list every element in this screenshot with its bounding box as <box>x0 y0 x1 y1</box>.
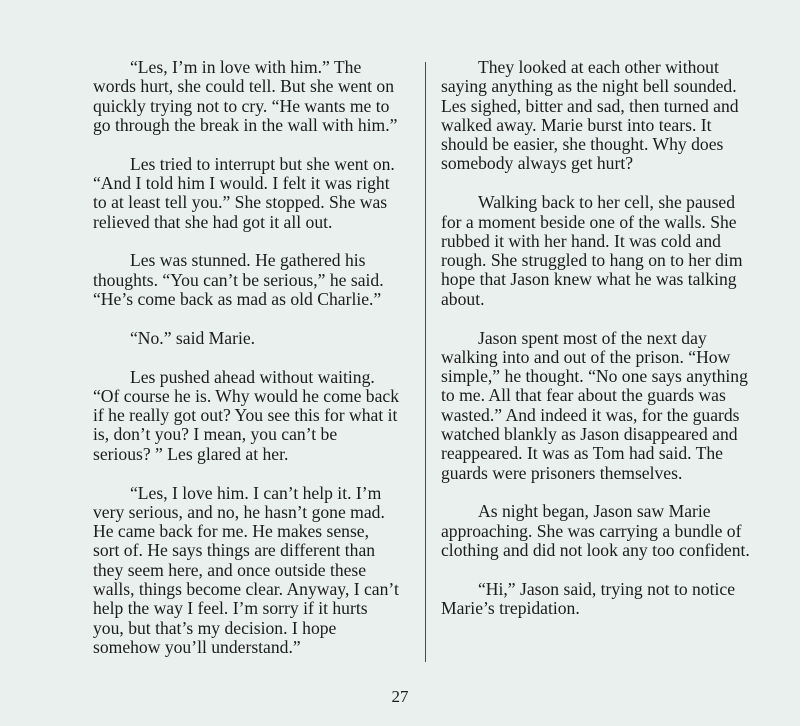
column-divider <box>425 62 426 662</box>
paragraph: Les was stunned. He gathered his thoughts. “You can’t be serious,” he said. “He’s come back as mad as old Charlie.” <box>93 250 384 309</box>
paragraph: “No.” said Marie. <box>130 327 256 348</box>
paragraph: “Les, I’m in love with him.” The words hurt, she could tell. But she went on quickly trying not to cry. “He wants me to go through the break in the wall with him.” <box>93 57 398 135</box>
paragraph: Walking back to her cell, she paused for a moment beside one of the walls. She rubbed it with her hand. It was cold and rough. She struggled to hang on to her dim hope that Jason knew what he was talking about. <box>441 192 743 309</box>
paragraph: “Hi,” Jason said, trying not to notice Marie’s trepidation. <box>441 578 736 619</box>
paragraph: “Les, I love him. I can’t help it. I’m very serious, and no, he hasn’t gone mad. He came back for me. He makes sense, sort of. He says things are different than they seem here, and once outside these walls, things become clear. Anyway, I can’t help the way I feel. I’m sorry if it hurts you, but that’s my decision. I hope somehow you’ll understand.” <box>93 482 399 657</box>
page-number: 27 <box>391 687 409 706</box>
paragraph: Jason spent most of the next day walking into and out of the prison. “How simple,” he thought. “No one says anything to me. All that fear about the guards was wasted.” And indeed it was, for the guards watched blankly as Jason disappeared and reappeared. It was as Tom had said. The guards were prisoners themselves. <box>441 327 748 483</box>
right-column <box>441 58 753 618</box>
paragraph: Les pushed ahead without waiting. “Of course he is. Why would he come back if he really got out? You see this for what it is, don’t you? I mean, you can’t be serious? ” Les glared at her. <box>93 366 400 464</box>
paragraph: They looked at each other without saying anything as the night bell sounded. Les sighed, bitter and sad, then turned and walked away. Marie burst into tears. It should be easier, she thought. Why does somebody always get hurt? <box>441 57 739 174</box>
paragraph: Les tried to interrupt but she went on. “And I told him I would. I felt it was right to at least tell you.” She stopped. She was relieved that she had got it all out. <box>93 153 395 232</box>
left-column <box>93 58 399 657</box>
paragraph: As night began, Jason saw Marie approaching. She was carrying a bundle of clothing and did not look any too confident. <box>441 501 750 561</box>
